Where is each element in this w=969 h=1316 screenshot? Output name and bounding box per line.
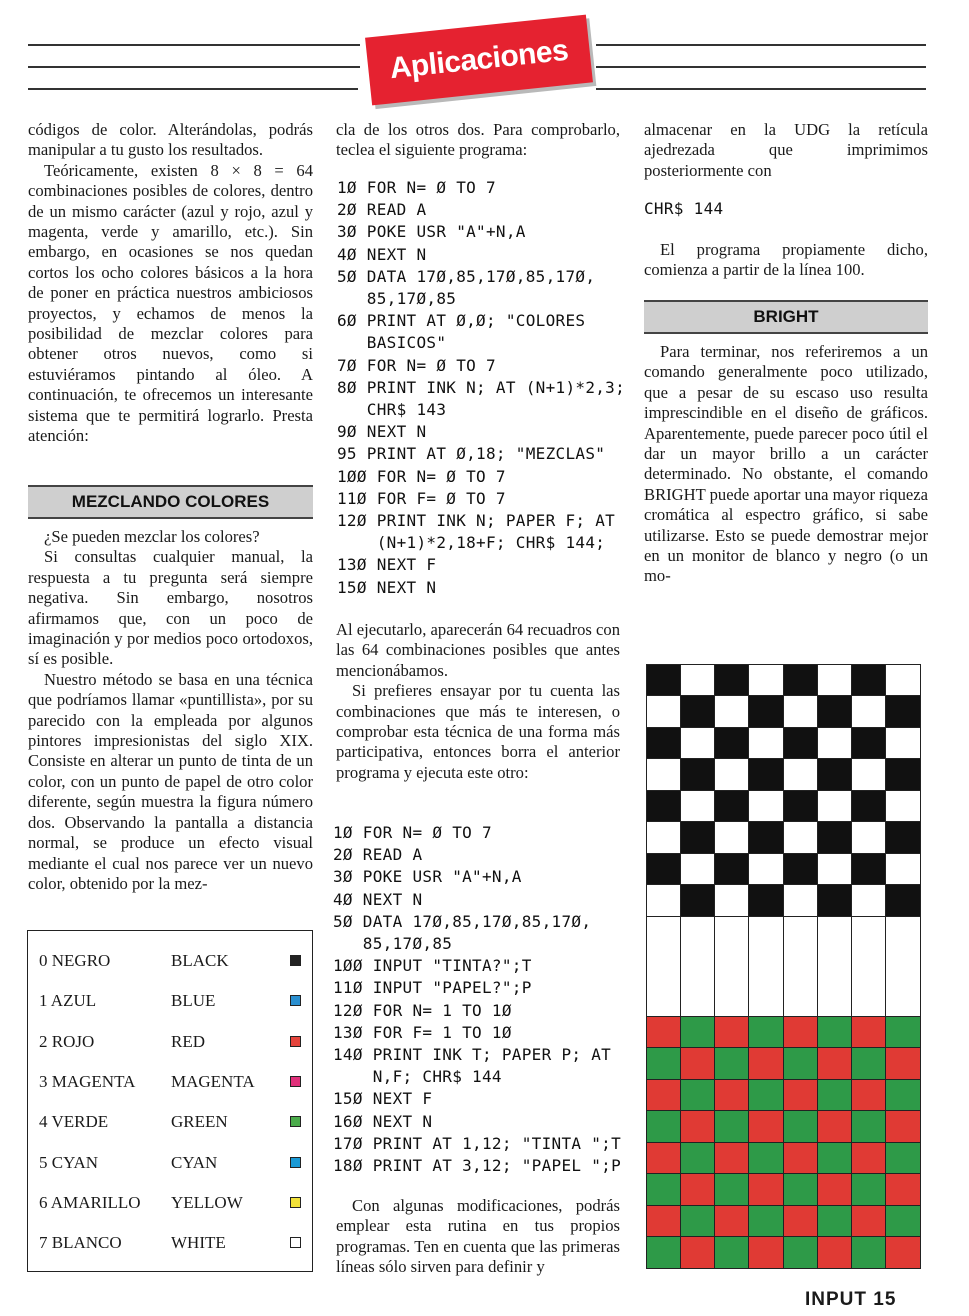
figure-cell bbox=[885, 1110, 920, 1143]
figure-cell bbox=[817, 821, 852, 854]
figure-cell bbox=[680, 727, 715, 760]
figure-row-black bbox=[646, 822, 920, 854]
figure-cell bbox=[646, 664, 681, 697]
figure-cell bbox=[885, 1047, 920, 1080]
figure-cell bbox=[714, 884, 749, 917]
paragraph: Si prefieres ensayar por tu cuenta las combinaciones que más te interesen, o comprobar esta técnica de una forma más participativa, entonces borra el anterior programa y ejecuta este otro: bbox=[336, 681, 620, 782]
figure-cell bbox=[783, 664, 818, 697]
figure-cell bbox=[885, 1079, 920, 1112]
figure-cell bbox=[714, 1079, 749, 1112]
figure-cell bbox=[680, 1016, 715, 1049]
figure-cell bbox=[783, 1236, 818, 1269]
color-name-es: 6 AMARILLO bbox=[39, 1192, 141, 1212]
figure-cell bbox=[851, 1110, 886, 1143]
color-swatch bbox=[290, 1197, 301, 1208]
color-swatch bbox=[290, 1237, 301, 1248]
figure-row-black bbox=[646, 790, 920, 822]
figure-cell bbox=[748, 916, 783, 1017]
figure-cell bbox=[646, 695, 681, 728]
figure-row-red-green bbox=[646, 1111, 920, 1143]
figure-cell bbox=[817, 1079, 852, 1112]
figure-cell bbox=[714, 1047, 749, 1080]
figure-cell bbox=[680, 853, 715, 886]
figure-cell bbox=[783, 1173, 818, 1206]
figure-cell bbox=[748, 1110, 783, 1143]
code-listing-1: 1Ø FOR N= Ø TO 7 2Ø READ A 3Ø POKE USR "A"+N,A 4Ø NEXT N 5Ø DATA 17Ø,85,17Ø,85,17Ø, 85,17Ø,85 6Ø PRINT AT Ø,Ø; "COLORES BASICOS" 7Ø FOR N= Ø TO 7 8Ø PRINT INK N; AT (N+1)*2,3; CHR$ 143 9Ø NEXT N 95 PRINT AT Ø,18; "MEZCLAS" 1ØØ FOR N= Ø TO 7 11Ø FOR F= Ø TO 7 12Ø PRINT INK N; PAPER F; AT (N+1)*2,18+F; CHR$ 144; 13Ø NEXT F 15Ø NEXT N bbox=[337, 178, 626, 597]
figure-cell bbox=[817, 790, 852, 823]
figure-cell bbox=[680, 664, 715, 697]
figure-row-black bbox=[646, 727, 920, 759]
figure-row-red-green bbox=[646, 1016, 920, 1048]
figure-row-black bbox=[646, 664, 920, 696]
figure-cell bbox=[748, 1142, 783, 1175]
figure-cell bbox=[817, 1173, 852, 1206]
figure-row-black bbox=[646, 885, 920, 917]
figure-row-black bbox=[646, 696, 920, 728]
paragraph: códigos de color. Alterándolas, podrás manipular a tu gusto los resultados. bbox=[28, 120, 313, 160]
paragraph: Teóricamente, existen 8 × 8 = 64 combinaciones posibles de colores, dentro de un mismo carácter (azul y rojo, azul y magenta, verde y amarillo, etc.). Sin embargo, en ocasiones se nos quedan cortos los ocho colores básicos a la hora de poner en práctica nuestros ambiciosos proyectos, y echamos de menos la posibilidad de mezclar colores para obtener otros nuevos, como si estuviéramos pintando al óleo. A continuación, te ofrecemos un interesante sistema que te permitirá lograrlo. Presta atención: bbox=[28, 160, 313, 446]
figure-cell bbox=[646, 821, 681, 854]
figure-cell bbox=[817, 1236, 852, 1269]
color-table-row bbox=[28, 1062, 312, 1102]
figure-cell bbox=[783, 1016, 818, 1049]
figure-cell bbox=[817, 1110, 852, 1143]
figure-cell bbox=[748, 1236, 783, 1269]
figure-cell bbox=[851, 1047, 886, 1080]
figure-cell bbox=[748, 884, 783, 917]
figure-cell bbox=[885, 727, 920, 760]
figure-cell bbox=[817, 1205, 852, 1238]
figure-cell bbox=[680, 821, 715, 854]
figure-cell bbox=[851, 790, 886, 823]
color-swatch bbox=[290, 1116, 301, 1127]
color-swatch bbox=[290, 995, 301, 1006]
section-heading-mezclando: MEZCLANDO COLORES bbox=[28, 485, 313, 519]
figure-cell bbox=[714, 916, 749, 1017]
figure-cell bbox=[885, 790, 920, 823]
figure-cell bbox=[680, 758, 715, 791]
section-heading-bright: BRIGHT bbox=[644, 300, 928, 334]
figure-cell bbox=[885, 1016, 920, 1049]
color-name-en: CYAN bbox=[171, 1152, 218, 1172]
color-name-es: 7 BLANCO bbox=[39, 1233, 122, 1253]
figure-cell bbox=[680, 916, 715, 1017]
figure-cell bbox=[783, 758, 818, 791]
figure-cell bbox=[851, 1205, 886, 1238]
color-table-row bbox=[28, 1022, 312, 1062]
column-2-lower bbox=[336, 1196, 620, 1278]
figure-cell bbox=[817, 1142, 852, 1175]
figure-cell bbox=[680, 1173, 715, 1206]
figure-cell bbox=[885, 695, 920, 728]
color-table-row bbox=[28, 1183, 312, 1223]
figure-cell bbox=[646, 884, 681, 917]
figure-cell bbox=[783, 853, 818, 886]
figure-cell bbox=[885, 884, 920, 917]
figure-cell bbox=[646, 1110, 681, 1143]
figure-cell bbox=[748, 853, 783, 886]
figure-cell bbox=[714, 1142, 749, 1175]
paragraph: Al ejecutarlo, aparecerán 64 recuadros con las 64 combinaciones posibles que antes mencionábamos. bbox=[336, 620, 620, 680]
figure-cell bbox=[646, 1205, 681, 1238]
figure-cell bbox=[817, 1047, 852, 1080]
figure-cell bbox=[646, 1142, 681, 1175]
figure-cell bbox=[714, 758, 749, 791]
color-name-en: BLACK bbox=[171, 951, 229, 970]
checker-figure bbox=[646, 664, 920, 1268]
color-table-row bbox=[28, 1223, 312, 1263]
figure-row-red-green bbox=[646, 1079, 920, 1111]
figure-cell bbox=[885, 758, 920, 791]
figure-cell bbox=[851, 853, 886, 886]
figure-row-red-green bbox=[646, 1237, 920, 1269]
color-name-es: 4 VERDE bbox=[39, 1112, 109, 1132]
figure-cell bbox=[817, 664, 852, 697]
figure-cell bbox=[817, 1016, 852, 1049]
figure-cell bbox=[748, 1205, 783, 1238]
figure-cell bbox=[680, 1110, 715, 1143]
figure-cell bbox=[714, 1110, 749, 1143]
figure-row-red-green bbox=[646, 1205, 920, 1237]
figure-cell bbox=[885, 821, 920, 854]
column-3-lower bbox=[644, 342, 928, 587]
color-swatch bbox=[290, 1076, 301, 1087]
figure-cell bbox=[783, 727, 818, 760]
figure-cell bbox=[646, 758, 681, 791]
figure-cell bbox=[851, 695, 886, 728]
figure-cell bbox=[851, 1016, 886, 1049]
figure-cell bbox=[680, 790, 715, 823]
figure-row-red-green bbox=[646, 1142, 920, 1174]
column-3 bbox=[644, 120, 928, 181]
figure-cell bbox=[783, 695, 818, 728]
figure-cell bbox=[714, 1016, 749, 1049]
color-table-row bbox=[28, 981, 312, 1021]
figure-cell bbox=[714, 1205, 749, 1238]
figure-cell bbox=[748, 1079, 783, 1112]
column-1 bbox=[28, 120, 313, 447]
figure-cell bbox=[748, 727, 783, 760]
figure-cell bbox=[680, 884, 715, 917]
color-name-en: BLUE bbox=[171, 991, 216, 1011]
code-snippet: CHR$ 144 bbox=[644, 199, 724, 218]
figure-cell bbox=[646, 1173, 681, 1206]
color-table bbox=[27, 930, 313, 1272]
figure-cell bbox=[680, 695, 715, 728]
figure-cell bbox=[646, 1047, 681, 1080]
figure-cell bbox=[646, 1079, 681, 1112]
figure-cell bbox=[885, 1142, 920, 1175]
figure-cell bbox=[783, 790, 818, 823]
figure-cell bbox=[714, 790, 749, 823]
figure-cell bbox=[748, 758, 783, 791]
color-swatch bbox=[290, 1157, 301, 1168]
color-name-es: 1 AZUL bbox=[39, 991, 97, 1011]
figure-cell bbox=[851, 1079, 886, 1112]
figure-cell bbox=[646, 790, 681, 823]
figure-row-black bbox=[646, 759, 920, 791]
paragraph: Nuestro método se basa en una técnica que podríamos llamar «puntillista», por su parecido con la empleada por algunos pintores impresionistas del siglo XIX. Consiste en alterar un punto de tinta de un color, con un punto de papel de otro color diferente, según muestra la figura número dos. Observando la pantalla a distancia normal, se produce un efecto visual mediante el cual nos parece ver un nuevo color, obtenido por la mez- bbox=[28, 669, 313, 893]
color-name-es: 2 ROJO bbox=[39, 1031, 95, 1051]
figure-cell bbox=[817, 695, 852, 728]
figure-cell bbox=[646, 916, 681, 1017]
color-table-row bbox=[28, 1143, 312, 1183]
color-name-es: 0 NEGRO bbox=[39, 951, 111, 970]
figure-cell bbox=[748, 1047, 783, 1080]
figure-cell bbox=[783, 916, 818, 1017]
figure-cell bbox=[851, 916, 886, 1017]
figure-cell bbox=[783, 1047, 818, 1080]
column-3-mid bbox=[644, 240, 928, 281]
figure-cell bbox=[748, 695, 783, 728]
figure-cell bbox=[680, 1205, 715, 1238]
column-1-lower bbox=[28, 527, 313, 894]
figure-cell bbox=[817, 884, 852, 917]
figure-cell bbox=[817, 916, 852, 1017]
figure-cell bbox=[851, 727, 886, 760]
figure-cell bbox=[885, 853, 920, 886]
figure-cell bbox=[646, 1016, 681, 1049]
section-banner: Aplicaciones bbox=[365, 15, 593, 106]
figure-cell bbox=[851, 664, 886, 697]
figure-cell bbox=[851, 884, 886, 917]
figure-cell bbox=[748, 1173, 783, 1206]
paragraph: ¿Se pueden mezclar los colores? bbox=[44, 527, 260, 546]
figure-cell bbox=[646, 853, 681, 886]
figure-cell bbox=[783, 1142, 818, 1175]
color-name-en: YELLOW bbox=[171, 1192, 243, 1212]
figure-cell bbox=[817, 853, 852, 886]
color-swatch bbox=[290, 955, 301, 966]
figure-row-red-green bbox=[646, 1048, 920, 1080]
column-2-mid bbox=[336, 620, 620, 783]
figure-cell bbox=[748, 1016, 783, 1049]
column-2 bbox=[336, 120, 620, 161]
figure-cell bbox=[680, 1142, 715, 1175]
color-table-row bbox=[28, 1102, 312, 1142]
color-name-en: GREEN bbox=[171, 1112, 228, 1132]
figure-cell bbox=[783, 1205, 818, 1238]
figure-cell bbox=[783, 1110, 818, 1143]
figure-cell bbox=[885, 664, 920, 697]
paragraph: almacenar en la UDG la retícula ajedrezada que imprimimos posteriormente con bbox=[644, 120, 928, 180]
color-name-en: RED bbox=[171, 1031, 205, 1051]
figure-row-black bbox=[646, 853, 920, 885]
figure-cell bbox=[851, 1173, 886, 1206]
paragraph: Para terminar, nos referiremos a un comando generalmente poco utilizado, que a pesar de su escaso uso resulta imprescindible en el diseño de gráficos. Aparentemente, puede parecer poco útil el dar un mayor brillo a un carácter determinado. No obstante, el comando BRIGHT puede aportar una mayor riqueza cromática al espectro gráfico, si sabe utilizarse. Esto se puede demostrar mejor en un monitor de blanco y negro (o un mo- bbox=[644, 342, 928, 586]
color-name-es: 3 MAGENTA bbox=[39, 1071, 136, 1091]
figure-cell bbox=[885, 1236, 920, 1269]
figure-cell bbox=[646, 1236, 681, 1269]
figure-cell bbox=[851, 821, 886, 854]
paragraph: El programa propiamente dicho, comienza a partir de la línea 100. bbox=[644, 240, 928, 280]
figure-cell bbox=[783, 1079, 818, 1112]
figure-cell bbox=[885, 1173, 920, 1206]
figure-cell bbox=[714, 695, 749, 728]
color-table-row bbox=[28, 941, 312, 981]
figure-cell bbox=[714, 853, 749, 886]
figure-cell bbox=[680, 1079, 715, 1112]
figure-cell bbox=[714, 664, 749, 697]
figure-cell bbox=[748, 790, 783, 823]
figure-cell bbox=[851, 1236, 886, 1269]
figure-cell bbox=[851, 758, 886, 791]
paragraph: Si consultas cualquier manual, la respuesta a tu pregunta será siempre negativa. Sin embargo, nosotros afirmamos que, con un poco de imaginación y por medios poco ortodoxos, sí es posible. bbox=[28, 547, 313, 669]
color-name-es: 5 CYAN bbox=[39, 1152, 99, 1172]
figure-cell bbox=[817, 727, 852, 760]
figure-cell bbox=[714, 727, 749, 760]
figure-cell bbox=[714, 1173, 749, 1206]
paragraph: cla de los otros dos. Para comprobarlo, teclea el siguiente programa: bbox=[336, 120, 620, 160]
figure-cell bbox=[714, 1236, 749, 1269]
code-listing-2: 1Ø FOR N= Ø TO 7 2Ø READ A 3Ø POKE USR "A"+N,A 4Ø NEXT N 5Ø DATA 17Ø,85,17Ø,85,17Ø, 85,17Ø,85 1ØØ INPUT "TINTA?";T 11Ø INPUT "PAPEL?";P 12Ø FOR N= 1 TO 1Ø 13Ø FOR F= 1 TO 1Ø 14Ø PRINT INK T; PAPER P; AT N,F; CHR$ 144 15Ø NEXT F 16Ø NEXT N 17Ø PRINT AT 1,12; "TINTA ";T 18Ø PRINT AT 3,12; "PAPEL ";P bbox=[333, 823, 622, 1176]
figure-cell bbox=[748, 821, 783, 854]
figure-cell bbox=[680, 1236, 715, 1269]
page-footer: INPUT 15 bbox=[805, 1289, 897, 1310]
figure-cell bbox=[783, 821, 818, 854]
figure-cell bbox=[748, 664, 783, 697]
figure-row-red-green bbox=[646, 1174, 920, 1206]
figure-cell bbox=[885, 916, 920, 1017]
figure-cell bbox=[646, 727, 681, 760]
color-swatch bbox=[290, 1036, 301, 1047]
figure-cell bbox=[680, 1047, 715, 1080]
paragraph: Con algunas modificaciones, podrás emplear esta rutina en tus propios programas. Ten en cuenta que las primeras líneas sólo sirven para definir y bbox=[336, 1196, 620, 1277]
figure-cell bbox=[714, 821, 749, 854]
color-name-en: MAGENTA bbox=[171, 1071, 255, 1091]
figure-cell bbox=[885, 1205, 920, 1238]
color-name-en: WHITE bbox=[171, 1233, 226, 1253]
figure-cell bbox=[817, 758, 852, 791]
figure-cell bbox=[783, 884, 818, 917]
figure-row-white bbox=[646, 916, 920, 1016]
figure-cell bbox=[851, 1142, 886, 1175]
